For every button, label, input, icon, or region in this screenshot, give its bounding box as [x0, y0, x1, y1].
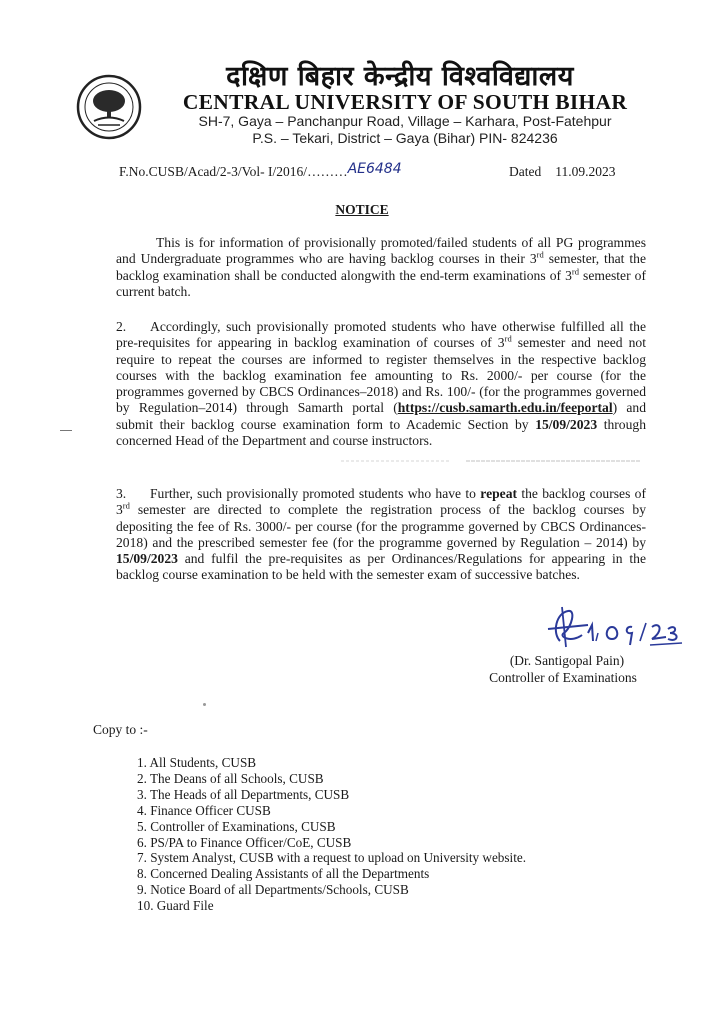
- university-english-name: CENTRAL UNIVERSITY OF SOUTH BIHAR: [182, 90, 628, 114]
- list-item: 4. Finance Officer CUSB: [137, 802, 271, 818]
- address-line-2: P.S. – Tekari, District – Gaya (Bihar) PIN- 824236: [252, 130, 558, 146]
- address-line-1: SH-7, Gaya – Panchanpur Road, Village – Karhara, Post-Fatehpur: [198, 113, 612, 129]
- reference-line: [119, 161, 402, 180]
- handwritten-reference-number: AE6484: [347, 161, 402, 177]
- paragraph-1: This is for information of provisionally promoted/failed students of all PG programmes and Undergraduate programmes who are having backlog courses in their 3rd semester, that the backlog examination shall be conducted alongwith the end-term examinations of 3rd semester of current batch.: [116, 235, 646, 299]
- copy-to-label: Copy to :-: [93, 722, 148, 737]
- paragraph-number: 3.: [116, 486, 127, 501]
- scan-artifact: [341, 457, 641, 465]
- list-item: 5. Controller of Examinations, CUSB: [137, 818, 336, 834]
- list-item: 2. The Deans of all Schools, CUSB: [137, 770, 324, 786]
- paragraph-3: 3. Further, such provisionally promoted students who have to repeat the backlog courses of 3rd semester are directed to complete the registration process of the backlog courses by depositing the fee of Rs. 3000/- per course (for the programme governed by CBCS Ordinances- 2018) and the prescribed semester fee (for the programme governed by Regulation – 2014) by 15/09/2023 and fulfil the pre-requisites as per Ordinances/Regulations for appearing in the backlog course examination to be held with the semester exam of successive batches.: [116, 486, 646, 583]
- notice-title: NOTICE: [335, 202, 389, 217]
- samarth-portal-link: https://cusb.samarth.edu.in/feeportal: [397, 400, 613, 416]
- scan-artifact: [60, 430, 72, 431]
- list-item: 6. PS/PA to Finance Officer/CoE, CUSB: [137, 834, 352, 850]
- list-item: 3. The Heads of all Departments, CUSB: [137, 786, 350, 802]
- signatory-designation: Controller of Examinations: [489, 670, 637, 685]
- signatory-name: (Dr. Santigopal Pain): [509, 653, 625, 668]
- file-number: F.No.CUSB/Acad/2-3/Vol- I/2016/: [119, 164, 308, 179]
- paragraph-number: 2.: [116, 319, 127, 334]
- file-number-dots: ………: [307, 164, 348, 179]
- university-hindi-name: दक्षिण बिहार केन्द्रीय विश्वविद्यालय: [226, 61, 574, 92]
- list-item: 10. Guard File: [137, 898, 214, 914]
- list-item: 1. All Students, CUSB: [137, 755, 257, 770]
- handwritten-signature: [542, 603, 702, 655]
- dated-label: Dated: [509, 164, 542, 179]
- copy-to-list: [137, 755, 526, 914]
- list-item: 7. System Analyst, CUSB with a request to upload on University website.: [137, 850, 527, 866]
- list-item: 8. Concerned Dealing Assistants of all the Departments: [137, 866, 430, 882]
- deadline-date: 15/09/2023: [116, 551, 178, 567]
- scan-artifact: [203, 703, 206, 706]
- paragraph-2: 2. Accordingly, such provisionally promoted students who have otherwise fulfilled all the pre-requisites for appearing in backlog examination of courses of 3rd semester and need not require to repeat the courses are informed to register themselves in the respective backlog courses with the backlog examination fee amounting to Rs. 2000/- per course (for the programmes governed by CBCS Ordinances–2018) and Rs. 100/- (for the programmes governed by Regulation–2014) through Samarth portal (https://cusb.samarth.edu.in/feeportal) and submit their backlog course examination form to Academic Section by 15/09/2023 through concerned Head of the Department and course instructors.: [116, 319, 646, 449]
- list-item: 9. Notice Board of all Departments/Schools, CUSB: [137, 882, 409, 898]
- university-emblem-icon: [76, 74, 142, 140]
- notice-date: 11.09.2023: [555, 164, 616, 179]
- date-line: [509, 164, 615, 180]
- deadline-date: 15/09/2023: [535, 416, 598, 432]
